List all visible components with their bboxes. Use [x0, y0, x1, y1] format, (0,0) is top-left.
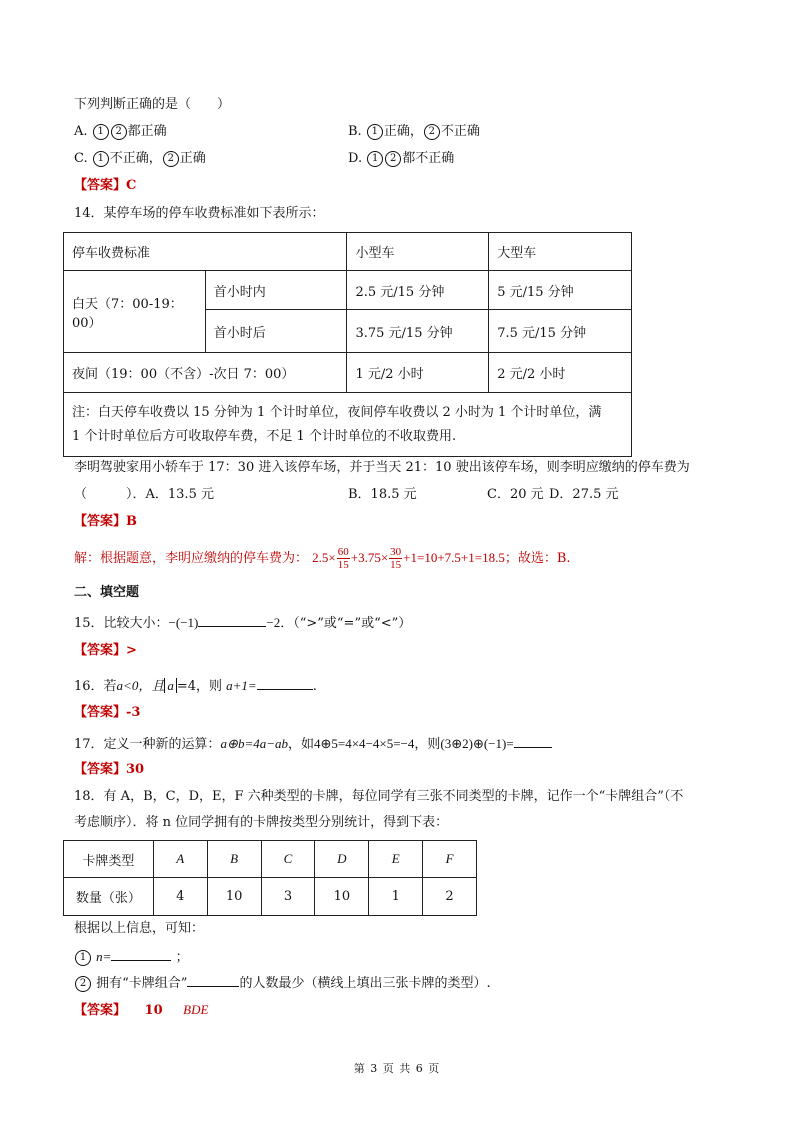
q14-option-c: C．20 元: [487, 487, 544, 502]
table-cell-count: 3: [261, 878, 315, 916]
q16-question: 16．若a<0，且 a =4，则 a+1= .: [74, 675, 317, 696]
q18-stem-line2: 考虑顺序）．将 n 位同学拥有的卡牌按类型分别统计，得到下表：: [74, 815, 449, 830]
table-header-count: 数量（张）: [64, 878, 154, 916]
table-cell-night-small: 1 元/2 小时: [347, 353, 489, 393]
table-cell-type: F: [423, 841, 477, 878]
q16-answer: 【答案】-3: [74, 705, 141, 720]
table-cell-after-small: 3.75 元/15 分钟: [347, 310, 489, 353]
table-note: 注：白天停车收费以 15 分钟为 1 个计时单位，夜间停车收费以 2 小时为 1 个计时单位，满 1 个计时单位后方可收取停车费，不足 1 个计时单位的不收取费用.: [64, 393, 632, 457]
q13-stem: 下列判断正确的是（ ）: [74, 97, 231, 112]
answer-blank: [257, 675, 313, 690]
q14-option-d: D．27.5 元: [549, 487, 619, 502]
table-cell-type: A: [153, 841, 207, 878]
table-header-small-car: 小型车: [347, 233, 489, 271]
table-cell-count: 10: [207, 878, 261, 916]
q14-answer: 【答案】B: [74, 514, 138, 529]
table-cell-type: D: [315, 841, 369, 878]
table-header-large-car: 大型车: [489, 233, 632, 271]
table-header-type: 卡牌类型: [64, 841, 154, 878]
q15-question: 15．比较大小：−(−1) −2．（“>”或“=”或“<”）: [74, 612, 411, 633]
answer-blank: [198, 612, 266, 627]
table-header-standard: 停车收费标准: [64, 233, 347, 271]
parking-fee-table: [63, 232, 632, 457]
fraction: $\frac{60}{15}$: [337, 546, 349, 571]
section-title: 二、填空题: [74, 585, 140, 600]
table-cell-first-small: 2.5 元/15 分钟: [347, 271, 489, 310]
table-cell-type: E: [369, 841, 423, 878]
table-cell-count: 1: [369, 878, 423, 916]
table-cell-count: 2: [423, 878, 477, 916]
table-cell-night: 夜间（19：00（不含）-次日 7：00）: [64, 353, 347, 393]
q18-stem-line1: 18．有 A，B，C，D，E，F 六种类型的卡牌，每位同学有三张不同类型的卡牌，记作一个“卡牌组合”（不: [74, 789, 684, 804]
table-cell-type: B: [207, 841, 261, 878]
q13-option-b: B. 1 正确， 2 不正确: [348, 124, 480, 139]
table-cell-daytime: 白天（7：00-19：00）: [64, 271, 206, 353]
table-cell-first-hour: 首小时内: [205, 271, 347, 310]
q18-item-2: 2 拥有“卡牌组合” 的人数最少（横线上填出三张卡牌的类型）.: [74, 972, 491, 993]
q13-option-d: D. 1 2 都不正确: [348, 151, 455, 166]
card-count-table: [63, 840, 477, 916]
answer-blank: [514, 733, 552, 748]
answer-blank: [111, 946, 171, 961]
q14-option-a: （ ）．A．13.5 元: [74, 487, 214, 502]
q13-answer: 【答案】C: [74, 178, 137, 193]
table-cell-count: 10: [315, 878, 369, 916]
q13-option-c: C. 1 不正确， 2 正确: [74, 151, 206, 166]
q14-stem: 14．某停车场的停车收费标准如下表所示：: [74, 206, 325, 221]
q14-solution: 解：根据题意，李明应缴纳的停车费为： 2.5× $\frac{60}{15}$ +3.75× $\frac{30}{15}$ +1=10+7.5+1=18.5；故选：B.: [74, 546, 571, 571]
q13-option-a: A. 1 2 都正确: [74, 124, 167, 139]
page-footer: 第 3 页 共 6 页: [353, 1062, 441, 1075]
q18-answer: 【答案】 10 BDE: [74, 1002, 209, 1018]
table-cell-after-hour: 首小时后: [205, 310, 347, 353]
table-cell-count: 4: [153, 878, 207, 916]
q14-option-b: B．18.5 元: [348, 487, 417, 502]
answer-blank: [187, 972, 239, 987]
q17-answer: 【答案】30: [74, 762, 145, 777]
table-cell-first-large: 5 元/15 分钟: [489, 271, 632, 310]
q18-item-1: 1 n= ；: [74, 946, 189, 967]
table-cell-after-large: 7.5 元/15 分钟: [489, 310, 632, 353]
table-cell-type: C: [261, 841, 315, 878]
q15-answer: 【答案】>: [74, 643, 137, 658]
fraction: $\frac{30}{15}$: [390, 546, 402, 571]
q14-question: 李明驾驶家用小轿车于 17：30 进入该停车场，并于当天 21：10 驶出该停车场，则李明应缴纳的停车费为: [74, 460, 690, 475]
table-cell-night-large: 2 元/2 小时: [489, 353, 632, 393]
q17-question: 17．定义一种新的运算：a⊕b=4a−ab，如4⊕5=4×4−4×5=−4，则(3⊕2)⊕(−1)=: [74, 733, 552, 754]
q18-info: 根据以上信息，可知：: [74, 921, 205, 936]
